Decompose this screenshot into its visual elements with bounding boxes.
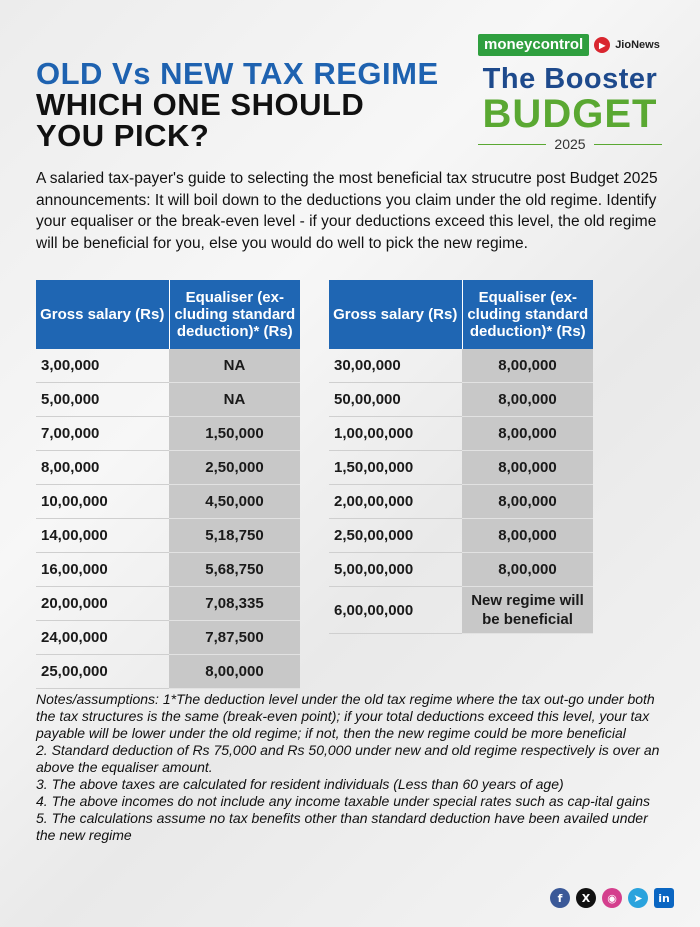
telegram-icon[interactable]: ➤ bbox=[628, 888, 648, 908]
notes-section bbox=[36, 691, 670, 844]
moneycontrol-logo: moneycontrol bbox=[478, 34, 589, 56]
equaliser-cell: 1,50,000 bbox=[169, 417, 300, 451]
equaliser-cell: NA bbox=[169, 383, 300, 417]
gross-salary-cell: 2,00,00,000 bbox=[329, 485, 462, 519]
equaliser-cell: 8,00,000 bbox=[462, 383, 593, 417]
table-row bbox=[36, 485, 300, 519]
header-equaliser: Equaliser (ex-cluding standard deduction)* (Rs) bbox=[169, 280, 300, 349]
gross-salary-cell: 50,00,000 bbox=[329, 383, 462, 417]
gross-salary-cell: 25,00,000 bbox=[36, 655, 169, 689]
table-row bbox=[36, 451, 300, 485]
equaliser-cell: 8,00,000 bbox=[462, 553, 593, 587]
budget-wordmark: BUDGET bbox=[482, 92, 658, 136]
year-rule-left bbox=[478, 144, 546, 145]
equaliser-cell: New regime will be beneficial bbox=[462, 587, 593, 634]
table-row bbox=[329, 383, 593, 417]
gross-salary-cell: 6,00,00,000 bbox=[329, 587, 462, 634]
equaliser-cell: 5,18,750 bbox=[169, 519, 300, 553]
equaliser-cell: 8,00,000 bbox=[169, 655, 300, 689]
equaliser-cell: 7,87,500 bbox=[169, 621, 300, 655]
equaliser-table-left bbox=[36, 280, 300, 689]
equaliser-cell: 4,50,000 bbox=[169, 485, 300, 519]
equaliser-cell: 8,00,000 bbox=[462, 451, 593, 485]
table-row bbox=[329, 417, 593, 451]
year-rule-right bbox=[594, 144, 662, 145]
table-row bbox=[36, 417, 300, 451]
gross-salary-cell: 10,00,000 bbox=[36, 485, 169, 519]
page-title bbox=[36, 58, 439, 151]
table-row bbox=[329, 553, 593, 587]
instagram-icon[interactable]: ◉ bbox=[602, 888, 622, 908]
title-line-3: YOU PICK? bbox=[36, 118, 210, 153]
equaliser-table-right bbox=[329, 280, 593, 634]
gross-salary-cell: 7,00,000 bbox=[36, 417, 169, 451]
gross-salary-cell: 30,00,000 bbox=[329, 349, 462, 383]
equaliser-cell: 8,00,000 bbox=[462, 519, 593, 553]
facebook-icon[interactable]: f bbox=[550, 888, 570, 908]
brand-year-text: 2025 bbox=[554, 136, 586, 152]
title-line-1: OLD Vs NEW TAX REGIME bbox=[36, 56, 439, 91]
note-5: 5. The calculations assume no tax benefits other than standard deduction have been availed under the new regime bbox=[36, 810, 648, 843]
gross-salary-cell: 20,00,000 bbox=[36, 587, 169, 621]
table-row bbox=[329, 519, 593, 553]
equaliser-cell: 2,50,000 bbox=[169, 451, 300, 485]
table-row bbox=[36, 349, 300, 383]
equaliser-cell: 5,68,750 bbox=[169, 553, 300, 587]
note-4: 4. The above incomes do not include any income taxable under special rates such as cap-ital gains bbox=[36, 793, 651, 809]
brand-year bbox=[478, 136, 662, 152]
table-row bbox=[36, 383, 300, 417]
table-row bbox=[36, 519, 300, 553]
table-row bbox=[36, 621, 300, 655]
gross-salary-cell: 8,00,000 bbox=[36, 451, 169, 485]
equaliser-cell: NA bbox=[169, 349, 300, 383]
jionews-icon: ▶ bbox=[594, 37, 610, 53]
header-gross-salary: Gross salary (Rs) bbox=[329, 280, 462, 349]
note-1: Notes/assumptions: 1*The deduction level under the old tax regime where the tax out-go under both the tax structures is the same (break-even point); if your total deductions exceed this level, your tax payable will be lower under the old regime; if not, then the new regime could be more beneficial bbox=[36, 691, 655, 741]
intro-paragraph: A salaried tax-payer's guide to selecting the most beneficial tax strucutre post Budget 2025 announcements: It will boil down to the deductions you claim under the old regime. Identify your equaliser or the break-even level - if your deductions exceed this level, the old regime will be beneficial for you, else you would do well to pick the new regime. bbox=[36, 170, 658, 252]
header-equaliser: Equaliser (ex-cluding standard deduction)* (Rs) bbox=[462, 280, 593, 349]
table-row bbox=[36, 587, 300, 621]
booster-wordmark: The Booster bbox=[482, 63, 658, 95]
title-line-2: WHICH ONE SHOULD bbox=[36, 87, 365, 122]
gross-salary-cell: 5,00,00,000 bbox=[329, 553, 462, 587]
equaliser-cell: 8,00,000 bbox=[462, 349, 593, 383]
gross-salary-cell: 1,50,00,000 bbox=[329, 451, 462, 485]
gross-salary-cell: 3,00,000 bbox=[36, 349, 169, 383]
social-links bbox=[550, 888, 674, 908]
table-row bbox=[329, 485, 593, 519]
table-row bbox=[329, 349, 593, 383]
gross-salary-cell: 24,00,000 bbox=[36, 621, 169, 655]
gross-salary-cell: 14,00,000 bbox=[36, 519, 169, 553]
table-row bbox=[329, 451, 593, 485]
brand-block bbox=[478, 34, 668, 152]
note-3: 3. The above taxes are calculated for resident individuals (Less than 60 years of age) bbox=[36, 776, 564, 792]
gross-salary-cell: 5,00,000 bbox=[36, 383, 169, 417]
equaliser-cell: 8,00,000 bbox=[462, 485, 593, 519]
x-icon[interactable]: X bbox=[576, 888, 596, 908]
equaliser-cell: 8,00,000 bbox=[462, 417, 593, 451]
table-row bbox=[36, 655, 300, 689]
note-2: 2. Standard deduction of Rs 75,000 and Rs 50,000 under new and old regime respectively is over an above the equaliser amount. bbox=[36, 742, 660, 775]
gross-salary-cell: 16,00,000 bbox=[36, 553, 169, 587]
table-row bbox=[36, 553, 300, 587]
table-row bbox=[329, 587, 593, 634]
jionews-logo: JioNews bbox=[615, 39, 660, 51]
linkedin-icon[interactable]: in bbox=[654, 888, 674, 908]
gross-salary-cell: 2,50,00,000 bbox=[329, 519, 462, 553]
equaliser-cell: 7,08,335 bbox=[169, 587, 300, 621]
gross-salary-cell: 1,00,00,000 bbox=[329, 417, 462, 451]
header-gross-salary: Gross salary (Rs) bbox=[36, 280, 169, 349]
